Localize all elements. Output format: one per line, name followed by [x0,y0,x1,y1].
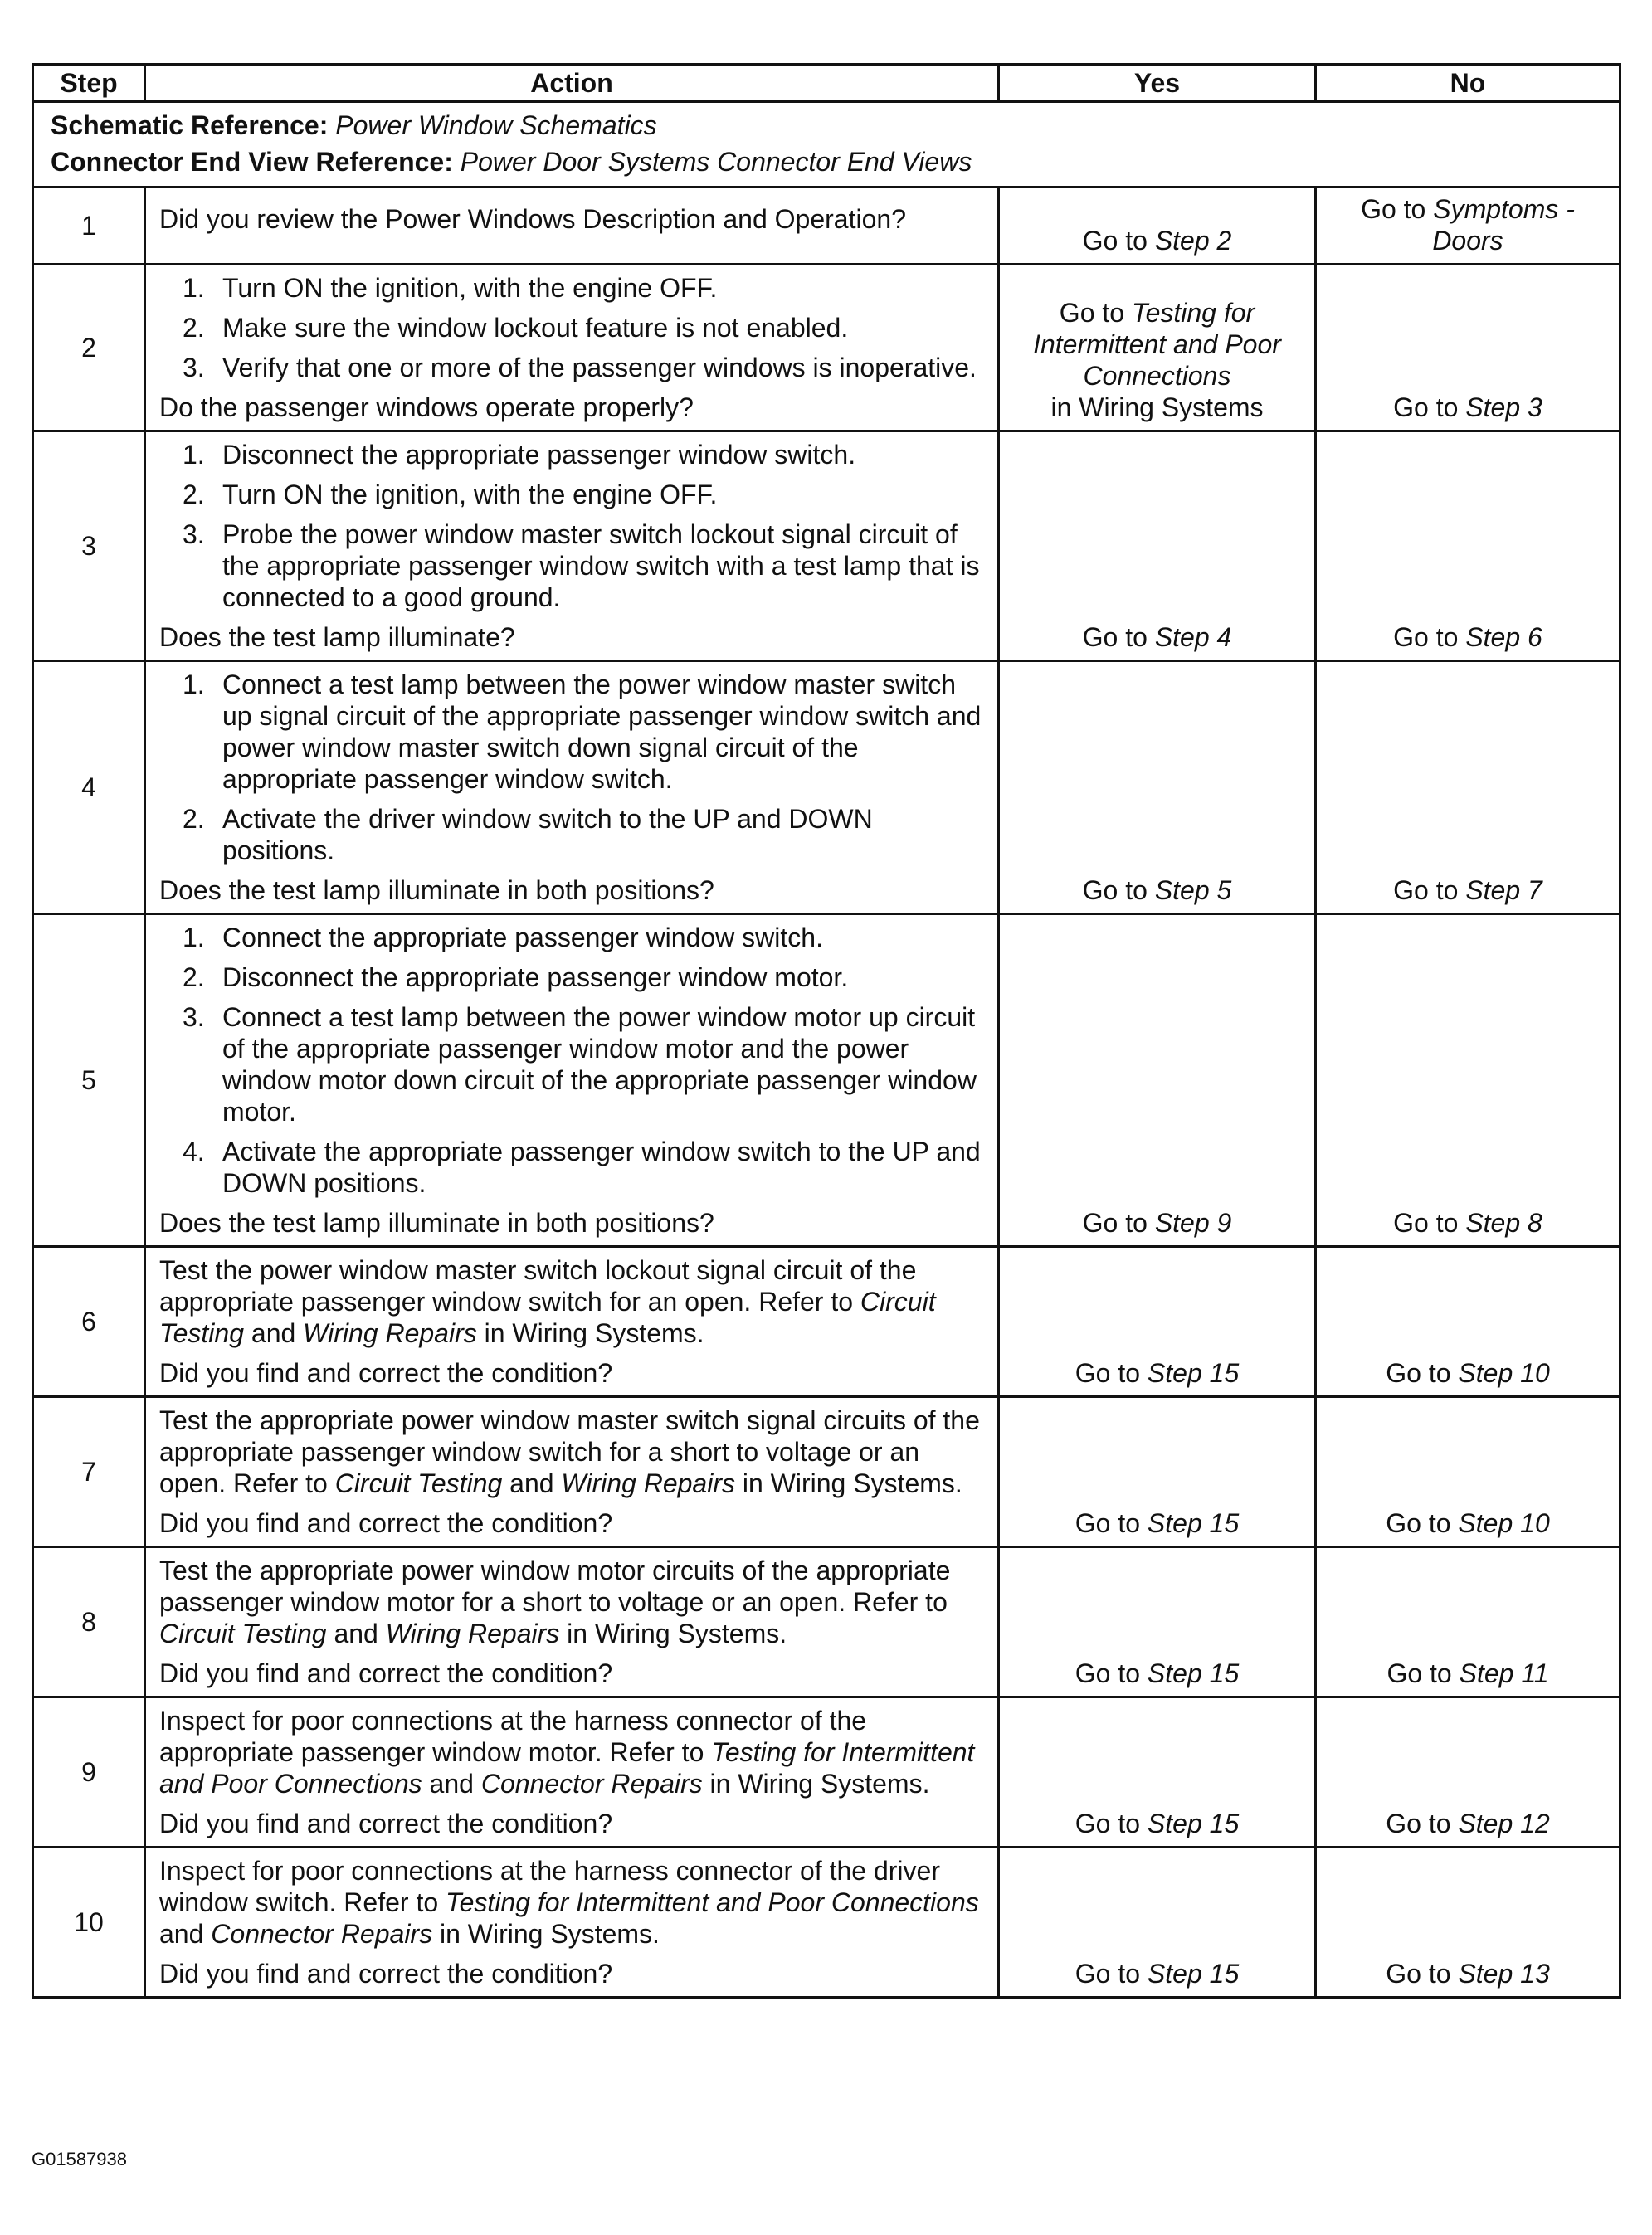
action-list-item [159,272,984,304]
instruction-text: and [326,1619,386,1648]
action-item-text: Connect a test lamp between the power window master switch up signal circuit of the appropriate passenger window switch and power window master switch down signal circuit of the appropriate passenger window switch. [222,670,982,794]
goto-prefix: Go to [1075,1658,1148,1688]
goto-target: Step 15 [1147,1358,1240,1388]
header-action: Action [145,65,999,102]
step-row [33,431,1620,661]
action-cell [145,1697,999,1848]
action-question: Did you find and correct the condition? [159,1658,613,1688]
header-step: Step [33,65,145,102]
action-cell [145,265,999,431]
action-instruction [159,1855,984,1950]
header-row [33,65,1620,102]
goto-target: Step 12 [1458,1809,1550,1838]
action-question: Do the passenger windows operate properly? [159,392,694,422]
connector-reference-value: Power Door Systems Connector End Views [460,147,972,177]
reference-link-text: Connector Repairs [211,1919,433,1949]
action-item-text: Turn ON the ignition, with the engine OFF. [222,273,718,303]
step-number: 1 [33,187,145,265]
no-result [1316,1397,1620,1547]
action-question: Did you find and correct the condition? [159,1358,613,1388]
reference-row [33,102,1620,187]
instruction-text: and [422,1769,481,1799]
goto-target: Step 15 [1147,1508,1240,1538]
yes-result [999,1397,1316,1547]
action-cell [145,1247,999,1397]
goto-prefix: Go to [1082,875,1155,905]
instruction-text: Test the power window master switch lockout signal circuit of the appropriate passenger window switch for an open. Refer to [159,1255,917,1317]
goto-target: Step 13 [1458,1959,1550,1989]
step-number: 2 [33,265,145,431]
goto-prefix: Go to [1361,194,1434,224]
action-item-number: 3. [183,519,205,549]
action-item-number: 4. [183,1137,205,1166]
action-instruction [159,1405,984,1499]
action-item-text: Activate the appropriate passenger window switch to the UP and DOWN positions. [222,1137,981,1198]
goto-prefix: Go to [1386,1658,1460,1688]
yes-result [999,187,1316,265]
goto-target: Step 6 [1465,622,1542,652]
action-item-number: 1. [183,670,205,699]
instruction-text: in Wiring Systems. [559,1619,787,1648]
goto-prefix: Go to [1075,1959,1148,1989]
action-item-number: 1. [183,273,205,303]
action-item-number: 3. [183,353,205,382]
goto-suffix: in Wiring Systems [1050,392,1264,422]
reference-cell [33,102,1620,187]
goto-prefix: Go to [1393,392,1466,422]
reference-link-text: Connector Repairs [480,1769,703,1799]
action-item-text: Turn ON the ignition, with the engine OFF. [222,480,718,509]
action-list-item [159,312,984,343]
instruction-text: in Wiring Systems. [734,1468,962,1498]
action-cell [145,1848,999,1998]
action-instruction [159,1254,984,1349]
action-cell [145,187,999,265]
step-number: 5 [33,914,145,1247]
action-list-item [159,519,984,613]
action-question: Did you find and correct the condition? [159,1809,613,1838]
no-result [1316,661,1620,914]
goto-target: Step 15 [1147,1959,1240,1989]
action-item-text: Make sure the window lockout feature is not enabled. [222,313,849,343]
goto-target: Testing for Intermittent and Poor Connections [1033,298,1281,391]
action-cell [145,1547,999,1697]
yes-result [999,1697,1316,1848]
header-yes: Yes [999,65,1316,102]
action-item-text: Connect the appropriate passenger window switch. [222,923,823,952]
action-list-item [159,922,984,953]
connector-reference-label: Connector End View Reference: [51,147,453,177]
goto-prefix: Go to [1082,622,1155,652]
schematic-reference [51,110,1602,141]
no-result [1316,1697,1620,1848]
instruction-text: and [159,1919,212,1949]
instruction-text: in Wiring Systems. [702,1769,930,1799]
goto-prefix: Go to [1386,1358,1459,1388]
no-result [1316,914,1620,1247]
yes-result [999,661,1316,914]
action-cell [145,1397,999,1547]
goto-target: Step 2 [1154,226,1232,256]
yes-result [999,1848,1316,1998]
action-item-text: Activate the driver window switch to the UP and DOWN positions. [222,804,873,865]
instruction-text: and [502,1468,562,1498]
reference-link-text: Circuit Testing [159,1287,936,1348]
goto-target: Step 15 [1147,1809,1240,1838]
action-item-text: Connect a test lamp between the power window motor up circuit of the appropriate passenger window motor and the power window motor down circuit of the appropriate passenger window motor. [222,1002,977,1127]
goto-prefix: Go to [1082,226,1155,256]
action-item-number: 2. [183,313,205,343]
action-instruction [159,1555,984,1649]
action-cell [145,431,999,661]
step-row [33,265,1620,431]
goto-prefix: Go to [1386,1959,1459,1989]
instruction-text: Test the appropriate power window master switch signal circuits of the appropriate passenger window switch for a short to voltage or an open. Refer to [159,1405,980,1498]
step-row [33,1397,1620,1547]
step-row [33,1848,1620,1998]
action-item-number: 2. [183,804,205,834]
goto-target: Step 3 [1465,392,1542,422]
goto-prefix: Go to [1075,1508,1148,1538]
step-number: 3 [33,431,145,661]
yes-result [999,914,1316,1247]
goto-prefix: Go to [1075,1358,1148,1388]
no-result [1316,1848,1620,1998]
step-row [33,914,1620,1247]
goto-target: Step 4 [1154,622,1232,652]
instruction-text: and [244,1318,304,1348]
reference-link-text: Wiring Repairs [303,1318,477,1348]
action-cell [145,661,999,914]
diagnostic-table [32,63,1621,1999]
action-list-item [159,669,984,795]
connector-reference [51,146,1602,178]
action-question: Does the test lamp illuminate in both positions? [159,1208,714,1238]
action-list-item [159,962,984,993]
figure-id: G01587938 [32,2149,127,2169]
reference-link-text: Circuit Testing [334,1468,503,1498]
goto-target: Step 10 [1458,1508,1550,1538]
goto-prefix: Go to [1386,1508,1459,1538]
action-question: Does the test lamp illuminate in both positions? [159,875,714,905]
instruction-text: in Wiring Systems. [432,1919,660,1949]
no-result [1316,265,1620,431]
yes-result [999,1247,1316,1397]
goto-target: Step 8 [1465,1208,1542,1238]
action-list-item [159,1136,984,1199]
goto-prefix: Go to [1393,622,1466,652]
action-question: Did you review the Power Windows Description and Operation? [159,204,906,234]
goto-prefix: Go to [1393,875,1466,905]
step-number: 9 [33,1697,145,1848]
step-row [33,1247,1620,1397]
step-number: 8 [33,1547,145,1697]
header-no: No [1316,65,1620,102]
schematic-reference-value: Power Window Schematics [335,110,657,140]
no-result [1316,1247,1620,1397]
action-list-item [159,803,984,866]
step-number: 10 [33,1848,145,1998]
step-row [33,187,1620,265]
action-list-item [159,439,984,470]
reference-link-text: Testing for Intermittent and Poor Connections [159,1737,975,1799]
action-cell [145,914,999,1247]
instruction-text: Test the appropriate power window motor circuits of the appropriate passenger window motor for a short to voltage or an open. Refer to [159,1556,951,1617]
action-item-number: 1. [183,923,205,952]
goto-target: Step 5 [1154,875,1232,905]
no-result [1316,187,1620,265]
action-item-text: Verify that one or more of the passenger windows is inoperative. [222,353,977,382]
step-number: 7 [33,1397,145,1547]
schematic-reference-label: Schematic Reference: [51,110,329,140]
action-question: Does the test lamp illuminate? [159,622,515,652]
action-list-item [159,352,984,383]
step-number: 6 [33,1247,145,1397]
action-list-item [159,1001,984,1127]
action-item-number: 3. [183,1002,205,1032]
instruction-text: Inspect for poor connections at the harness connector of the appropriate passenger window motor. Refer to [159,1706,867,1767]
goto-prefix: Go to [1082,1208,1155,1238]
goto-prefix: Go to [1075,1809,1148,1838]
goto-target: Step 11 [1459,1658,1549,1688]
reference-link-text: Testing for Intermittent and Poor Connections [446,1887,979,1917]
yes-result [999,265,1316,431]
goto-target: Step 15 [1147,1658,1240,1688]
step-number: 4 [33,661,145,914]
reference-link-text: Wiring Repairs [385,1619,560,1648]
action-item-number: 1. [183,440,205,470]
goto-target: Step 7 [1465,875,1542,905]
goto-prefix: Go to [1386,1809,1459,1838]
action-item-number: 2. [183,962,205,992]
action-question: Did you find and correct the condition? [159,1508,613,1538]
goto-target: Symptoms - Doors [1432,194,1575,256]
reference-link-text: Wiring Repairs [561,1468,735,1498]
yes-result [999,1547,1316,1697]
goto-target: Step 9 [1154,1208,1232,1238]
action-item-text: Disconnect the appropriate passenger window motor. [222,962,849,992]
action-item-text: Probe the power window master switch lockout signal circuit of the appropriate passenger window switch with a test lamp that is connected to a good ground. [222,519,980,612]
step-row [33,661,1620,914]
table-body [33,102,1620,1998]
step-row [33,1547,1620,1697]
action-list-item [159,479,984,510]
no-result [1316,1547,1620,1697]
yes-result [999,431,1316,661]
step-row [33,1697,1620,1848]
action-question: Did you find and correct the condition? [159,1959,613,1989]
action-item-number: 2. [183,480,205,509]
instruction-text: in Wiring Systems. [476,1318,704,1348]
action-item-text: Disconnect the appropriate passenger window switch. [222,440,856,470]
reference-link-text: Circuit Testing [159,1619,327,1648]
goto-target: Step 10 [1458,1358,1550,1388]
instruction-text: Inspect for poor connections at the harness connector of the driver window switch. Refer to [159,1856,940,1917]
action-instruction [159,1705,984,1799]
goto-prefix: Go to [1059,298,1132,328]
goto-prefix: Go to [1393,1208,1466,1238]
no-result [1316,431,1620,661]
